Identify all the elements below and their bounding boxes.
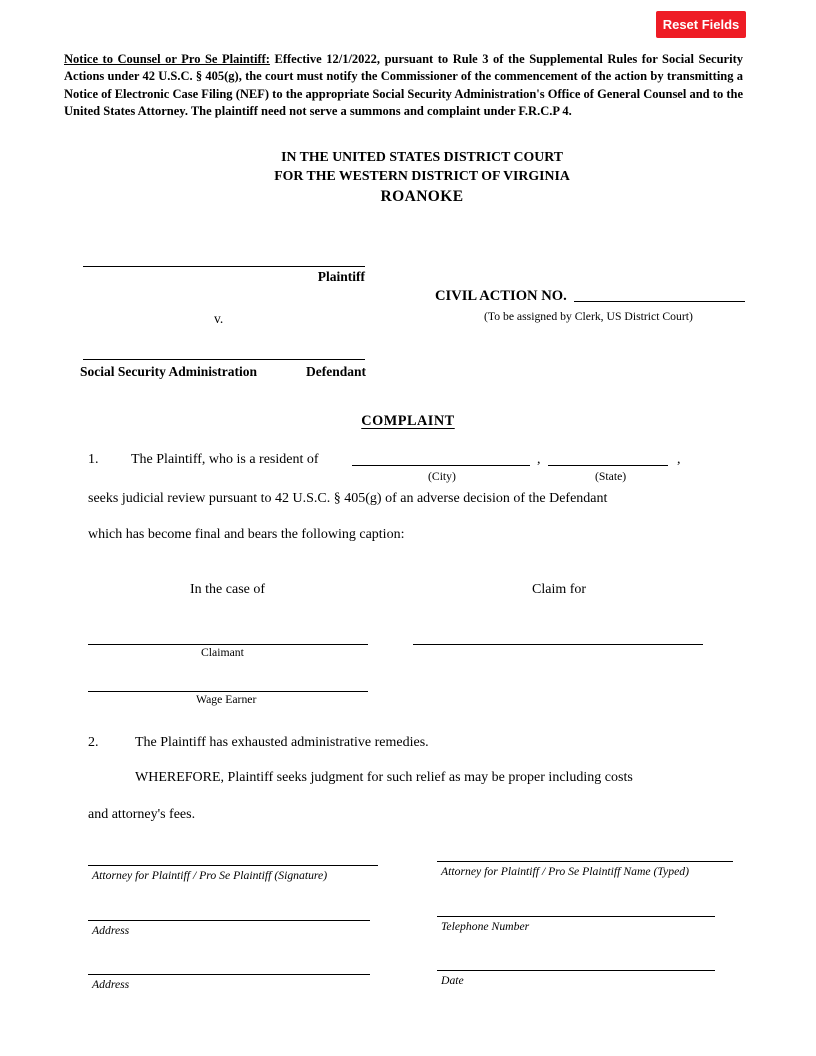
plaintiff-name-field[interactable] [83,247,365,267]
attorney-typed-name-label: Attorney for Plaintiff / Pro Se Plaintiff Name (Typed) [441,865,689,878]
paragraph-2-text: The Plaintiff has exhausted administrative remedies. [135,735,429,750]
paragraph-2-number: 2. [88,735,99,750]
notice-body: Effective 12/1/2022, pursuant to Rule 3 of the Supplemental Rules for Social Security Actions under 42 U.S.C. § 405(g), the court must notify the Commissioner of the commencement of the action by transmitting a Notice of Electronic Case Filing (NEF) to the appropriate Social Security Administration's Office of General Counsel and to the United States Attorney. The plaintiff need not serve a summons and complaint under F.R.C.P 4. [64,52,743,118]
telephone-number-field[interactable] [437,895,715,917]
defendant-row [80,364,366,380]
claimant-field[interactable] [88,623,368,645]
city-label: (City) [428,470,456,483]
defendant-name-field[interactable] [83,340,365,360]
civil-action-note: (To be assigned by Clerk, US District Court) [484,310,693,323]
plaintiff-label: Plaintiff [317,269,365,284]
attorney-signature-field[interactable] [88,844,378,866]
versus-label: v. [214,311,224,326]
wherefore-line-1: WHEREFORE, Plaintiff seeks judgment for such relief as may be proper including costs [135,770,633,785]
paragraph-1-number: 1. [88,452,99,467]
complaint-title-row [0,412,816,430]
claim-for-label: Claim for [532,582,587,597]
claimant-label: Claimant [201,646,244,659]
in-the-case-of-label: In the case of [190,582,266,597]
attorney-typed-name-field[interactable] [437,840,733,862]
address-field-1[interactable] [88,899,370,921]
paragraph-1-line-3: which has become final and bears the following caption: [88,527,405,542]
attorney-signature-label: Attorney for Plaintiff / Pro Se Plaintiff (Signature) [92,869,328,882]
civil-action-row [435,287,745,305]
date-label: Date [441,974,464,987]
court-heading-line-2: FOR THE WESTERN DISTRICT OF VIRGINIA [274,168,570,183]
defendant-name: Social Security Administration [80,364,258,379]
paragraph-1-text: The Plaintiff, who is a resident of [131,452,319,467]
address-label-1: Address [92,924,130,937]
court-heading [28,147,816,206]
date-field[interactable] [437,949,715,971]
paragraph-1-line-2: seeks judicial review pursuant to 42 U.S.C. § 405(g) of an adverse decision of the Defendant [88,491,608,506]
state-field[interactable] [548,444,668,466]
civil-action-number-field[interactable] [574,289,745,302]
court-heading-line-1: IN THE UNITED STATES DISTRICT COURT [281,149,563,164]
notice-paragraph [64,51,743,120]
complaint-title: COMPLAINT [361,413,455,429]
telephone-number-label: Telephone Number [441,920,530,933]
state-label: (State) [595,470,627,483]
wherefore-line-2: and attorney's fees. [88,807,196,822]
address-field-2[interactable] [88,953,370,975]
claim-for-field[interactable] [413,623,703,645]
reset-fields-button[interactable]: Reset Fields [656,11,746,38]
city-field[interactable] [352,444,530,466]
wage-earner-field[interactable] [88,670,368,692]
comma-after-state: , [677,452,681,467]
notice-lead: Notice to Counsel or Pro Se Plaintiff: [64,52,270,66]
civil-action-label: CIVIL ACTION NO. [435,288,567,304]
address-label-2: Address [92,978,130,991]
comma-after-city: , [537,452,541,467]
wage-earner-label: Wage Earner [196,693,257,706]
defendant-label: Defendant [306,364,366,379]
court-heading-city: ROANOKE [380,188,464,205]
